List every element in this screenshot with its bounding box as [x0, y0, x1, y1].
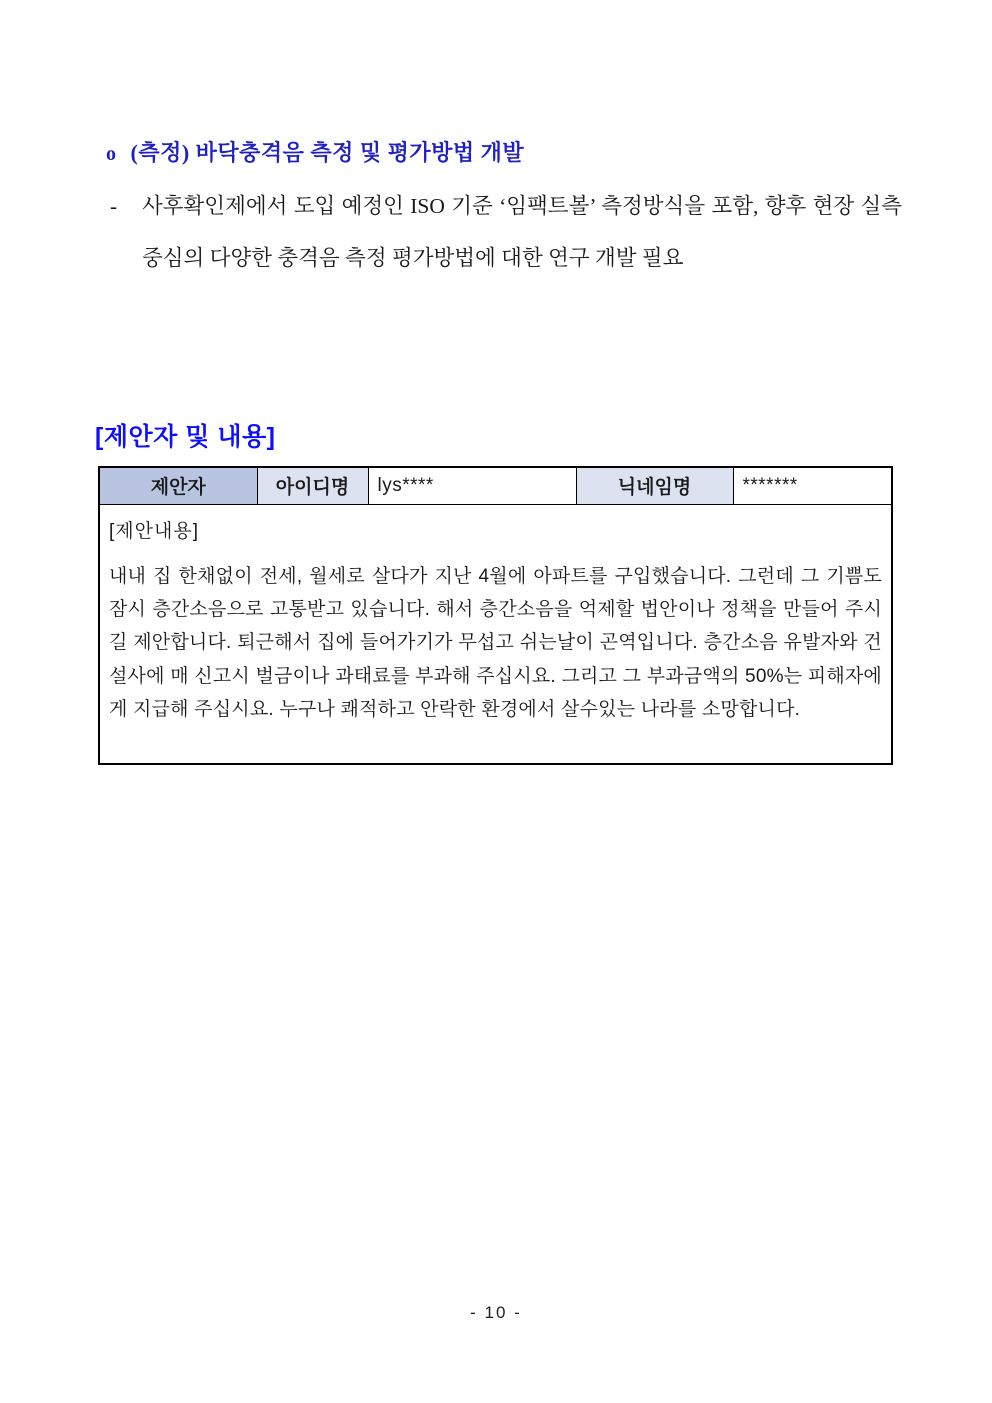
proposer-label-cell: 제안자	[99, 467, 257, 504]
id-label-cell: 아이디명	[257, 467, 368, 504]
body-paragraph	[110, 180, 902, 284]
heading-text: (측정) 바닥충격음 측정 및 평가방법 개발	[130, 140, 525, 165]
id-value-cell: lys****	[368, 467, 576, 504]
dash-marker: -	[110, 194, 118, 218]
page-number: - 10 -	[470, 1303, 522, 1322]
proposal-content-cell	[99, 504, 892, 764]
bullet-marker: o	[106, 143, 117, 165]
nickname-label-cell: 닉네임명	[576, 467, 733, 504]
content-label: [제안내용]	[109, 520, 199, 542]
proposal-table	[98, 466, 893, 765]
nickname-value-cell: *******	[733, 467, 892, 504]
table-header-row	[99, 467, 892, 504]
bullet-heading	[106, 136, 902, 167]
body-paragraph-text: 사후확인제에서 도입 예정인 ISO 기준 ‘임팩트볼’ 측정방식을 포함, 향후 현장 실측 중심의 다양한 충격음 측정 평가방법에 대한 연구 개발 필요	[142, 194, 902, 270]
table-content-row	[99, 504, 892, 764]
section-title: [제안자 및 내용]	[95, 423, 276, 451]
content-text: 내내 집 한채없이 전세, 월세로 살다가 지난 4월에 아파트를 구입했습니다. 그런데 그 기쁨도 잠시 층간소음으로 고통받고 있습니다. 해서 층간소음을 억제할 법안이나 정책을 만들어 주시길 제안합니다. 퇴근해서 집에 들어가기가 무섭고 쉬는날이 곤역입니다. 층간소음 유발자와 건설사에 매 신고시 벌금이나 과태료를 부과해 주십시요. 그리고 그 부과금액의 50%는 피해자에게 지급해 주십시요. 누구나 쾌적하고 안락한 환경에서 살수있는 나라를 소망합니다.	[109, 565, 882, 721]
